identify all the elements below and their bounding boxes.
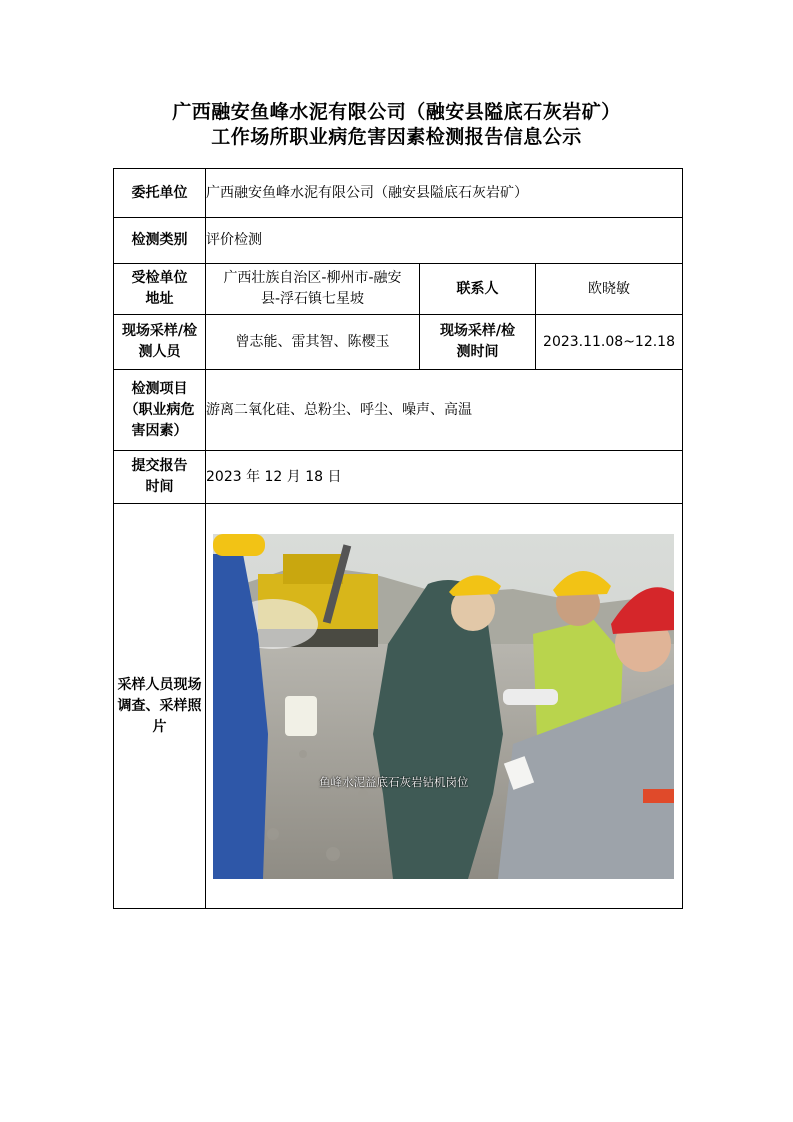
- staff-label: 现场采样/检测人员: [114, 315, 206, 370]
- row-client: [114, 169, 683, 218]
- site-sampling-photo: [213, 534, 674, 879]
- report-title-line2: 工作场所职业病危害因素检测报告信息公示: [211, 126, 582, 148]
- photo-illustration: [213, 534, 674, 879]
- report-time-value: 2023 年 12 月 18 日: [206, 451, 683, 504]
- report-time-label: 提交报告时间: [114, 451, 206, 504]
- client-value: 广西融安鱼峰水泥有限公司（融安县隘底石灰岩矿）: [206, 169, 683, 218]
- row-category: [114, 218, 683, 264]
- staff-value: 曾志能、雷其智、陈樱玉: [206, 315, 420, 370]
- photo-cell: [206, 504, 683, 909]
- photo-label: 采样人员现场调查、采样照片: [114, 504, 206, 909]
- photo-caption: 鱼峰水泥益底石灰岩钻机岗位: [319, 774, 469, 789]
- items-label: 检测项目（职业病危害因素）: [114, 370, 206, 451]
- category-label: 检测类别: [114, 218, 206, 264]
- report-info-table: [113, 168, 683, 909]
- contact-label: 联系人: [420, 264, 536, 315]
- row-address: [114, 264, 683, 315]
- client-label: 委托单位: [114, 169, 206, 218]
- time-value: 2023.11.08~12.18: [536, 315, 683, 370]
- address-label: 受检单位地址: [114, 264, 206, 315]
- row-photo: [114, 504, 683, 909]
- row-report-time: [114, 451, 683, 504]
- row-items: [114, 370, 683, 451]
- report-title-line1: 广西融安鱼峰水泥有限公司（融安县隘底石灰岩矿）: [172, 101, 621, 123]
- row-staff: [114, 315, 683, 370]
- time-label: 现场采样/检测时间: [420, 315, 536, 370]
- category-value: 评价检测: [206, 218, 683, 264]
- items-value: 游离二氧化硅、总粉尘、呼尘、噪声、高温: [206, 370, 683, 451]
- contact-value: 欧晓敏: [536, 264, 683, 315]
- address-value: 广西壮族自治区-柳州市-融安县-浮石镇七星坡: [206, 264, 420, 315]
